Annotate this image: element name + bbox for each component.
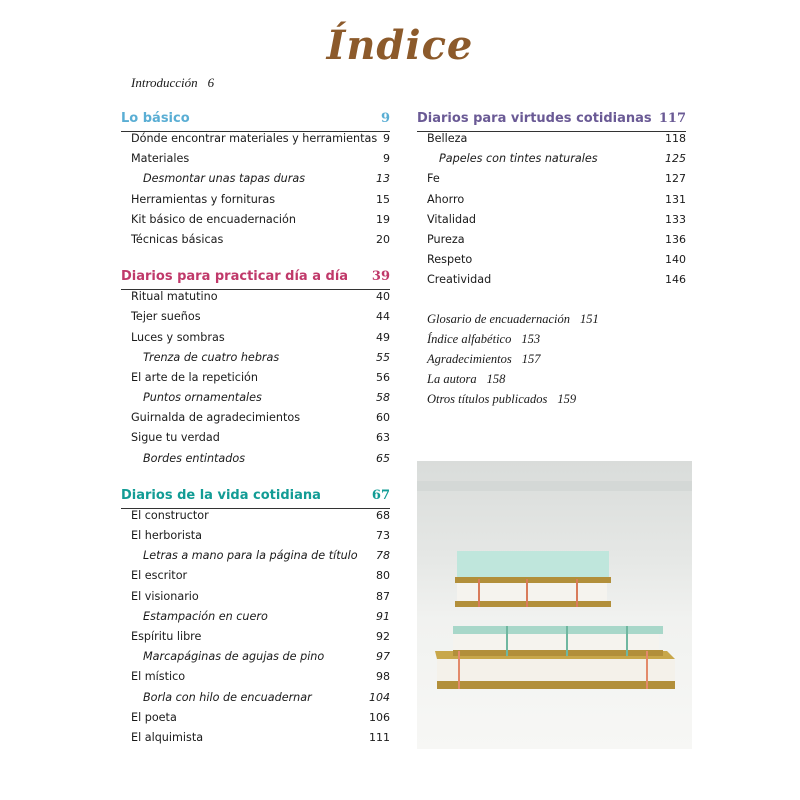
toc-section-diarios-de-la-vida-cotidiana: [121, 488, 390, 751]
journals-photo: [417, 461, 692, 749]
toc-entry-materiales[interactable]: [121, 152, 390, 172]
entry-label: Guirnalda de agradecimientos: [131, 411, 301, 425]
entry-page: 80: [376, 569, 390, 583]
section-title: Lo básico: [121, 111, 190, 126]
toc-entry-el-mistico[interactable]: [121, 670, 390, 690]
toc-entry-luces-y-sombras[interactable]: [121, 331, 390, 351]
entry-label: Ahorro: [427, 192, 465, 206]
section-title: Diarios de la vida cotidiana: [121, 487, 321, 503]
entry-page: 15: [376, 192, 390, 206]
entry-page: 56: [376, 370, 390, 384]
toc-entry-ahorro[interactable]: [417, 193, 686, 213]
section-title: Diarios para virtudes cotidianas: [417, 111, 652, 126]
entry-page: 140: [665, 253, 686, 267]
entry-label: Luces y sombras: [131, 330, 225, 344]
toc-entry-papeles-con-tintes-naturales[interactable]: [417, 152, 686, 172]
toc-entry-belleza[interactable]: [417, 132, 686, 152]
entry-page: 97: [376, 650, 390, 664]
toc-entry-tecnicas-basicas[interactable]: [121, 233, 390, 253]
section-page: 39: [371, 269, 390, 285]
entry-label: Borla con hilo de encuadernar: [143, 690, 312, 704]
toc-entry-vitalidad[interactable]: [417, 213, 686, 233]
section-page: 117: [658, 111, 686, 126]
toc-entry-creatividad[interactable]: [417, 273, 686, 293]
toc-entry-respeto[interactable]: [417, 253, 686, 273]
entry-page: 19: [376, 212, 390, 226]
toc-entry-kit-basico-de-encuadernacion[interactable]: [121, 213, 390, 233]
entry-label: Pureza: [427, 232, 465, 246]
entry-page: 9: [383, 132, 390, 145]
toc-entry-el-visionario[interactable]: [121, 590, 390, 610]
entry-label: El escritor: [131, 569, 188, 583]
toc-entry-desmontar-unas-tapas-duras[interactable]: [121, 172, 390, 192]
entry-page: 65: [376, 451, 390, 465]
entry-page: 20: [376, 232, 390, 246]
toc-entry-letras-a-mano-para-la-pagina-de-titulo[interactable]: [121, 549, 390, 569]
toc-section-virtudes: [417, 111, 686, 294]
entry-label: Herramientas y fornituras: [131, 192, 276, 206]
entry-page: 68: [376, 508, 390, 522]
entry-page: 159: [557, 392, 577, 407]
entry-page: 158: [486, 372, 506, 387]
entry-page: 136: [665, 232, 686, 246]
intro-entry[interactable]: [131, 75, 214, 91]
toc-entry-trenza-de-cuatro-hebras[interactable]: [121, 351, 390, 371]
entry-page: 91: [376, 609, 390, 623]
section-heading[interactable]: [121, 488, 390, 509]
toc-entry-donde-encontrar-materiales-y-herramientas[interactable]: [121, 132, 390, 152]
section-page: 67: [371, 487, 390, 503]
entry-page: 49: [376, 330, 390, 344]
entry-page: 73: [376, 529, 390, 542]
entry-label: Puntos ornamentales: [143, 391, 262, 405]
entry-label: Glosario de encuadernación: [427, 311, 571, 326]
entry-label: El herborista: [131, 529, 203, 542]
toc-entry-bordes-entintados[interactable]: [121, 452, 390, 472]
entry-label: El místico: [131, 670, 186, 684]
toc-entry-pureza[interactable]: [417, 233, 686, 253]
toc-entry-espiritu-libre[interactable]: [121, 630, 390, 650]
entry-page: 146: [665, 273, 686, 287]
entry-page: 58: [376, 391, 390, 405]
toc-entry-marcapaginas-de-agujas-de-pino[interactable]: [121, 650, 390, 670]
toc-entry-puntos-ornamentales[interactable]: [121, 391, 390, 411]
entry-label: El poeta: [131, 710, 177, 724]
toc-entry-el-poeta[interactable]: [121, 711, 390, 731]
entry-label: Otros títulos publicados: [427, 392, 548, 407]
toc-section-diarios-para-practicar-dia-a-dia: [121, 269, 390, 472]
entry-label: Sigue tu verdad: [131, 431, 220, 445]
entry-page: 131: [665, 192, 686, 206]
entry-label: Kit básico de encuadernación: [131, 212, 296, 226]
toc-entry-fe[interactable]: [417, 172, 686, 192]
toc-entry-ritual-matutino[interactable]: [121, 290, 390, 310]
toc-entry-agradecimientos[interactable]: [417, 352, 686, 372]
entry-label: Respeto: [427, 253, 473, 267]
entry-label: Papeles con tintes naturales: [439, 152, 598, 166]
toc-entry-el-alquimista[interactable]: [121, 731, 390, 751]
intro-page: 6: [207, 75, 215, 90]
toc-left-column: [121, 111, 390, 767]
entry-page: 87: [376, 589, 390, 603]
entry-page: 127: [665, 172, 686, 186]
entry-label: Tejer sueños: [131, 310, 201, 324]
page-title: Índice: [326, 22, 474, 69]
entry-label: Desmontar unas tapas duras: [143, 172, 306, 186]
entry-page: 44: [376, 310, 390, 324]
entry-label: Letras a mano para la página de título: [143, 549, 358, 563]
entry-label: Bordes entintados: [143, 451, 246, 465]
entry-label: La autora: [427, 372, 477, 387]
toc-entry-sigue-tu-verdad[interactable]: [121, 431, 390, 451]
entry-label: El alquimista: [131, 730, 204, 744]
entry-page: 151: [580, 311, 599, 326]
entry-label: Agradecimientos: [427, 351, 512, 366]
entry-label: El visionario: [131, 589, 199, 603]
section-page: 9: [380, 111, 390, 126]
intro-label: Introducción: [131, 75, 198, 90]
entry-page: 55: [376, 350, 390, 364]
toc-back-matter: [417, 312, 686, 413]
toc-entry-el-escritor[interactable]: [121, 569, 390, 589]
toc-right-column: [417, 111, 686, 412]
entry-label: El constructor: [131, 508, 209, 522]
entry-page: 40: [376, 290, 390, 304]
entry-label: Creatividad: [427, 273, 492, 287]
entry-label: Materiales: [131, 152, 190, 166]
entry-page: 157: [521, 351, 541, 366]
entry-page: 60: [376, 411, 390, 425]
entry-label: Espíritu libre: [131, 629, 202, 643]
entry-page: 133: [665, 212, 686, 226]
entry-page: 63: [376, 431, 390, 445]
toc-entry-herramientas-y-fornituras[interactable]: [121, 193, 390, 213]
toc-section-lo-basico: [121, 111, 390, 253]
toc-entry-indice-alfabetico[interactable]: [417, 332, 686, 352]
entry-page: 98: [376, 670, 390, 684]
entry-label: Índice alfabético: [427, 331, 512, 346]
section-heading[interactable]: [417, 111, 686, 132]
entry-page: 153: [521, 331, 541, 346]
entry-label: Marcapáginas de agujas de pino: [143, 650, 325, 664]
entry-page: 13: [376, 172, 390, 186]
toc-entry-tejer-suenos[interactable]: [121, 310, 390, 330]
toc-entry-estampacion-en-cuero[interactable]: [121, 610, 390, 630]
stacked-journals-illustration: [417, 461, 692, 749]
entry-page: 9: [383, 152, 390, 166]
entry-label: Estampación en cuero: [143, 609, 268, 623]
entry-label: Fe: [427, 172, 440, 186]
entry-label: Dónde encontrar materiales y herramientas: [131, 132, 378, 145]
entry-page: 111: [369, 730, 390, 744]
entry-page: 92: [376, 629, 390, 643]
entry-label: Técnicas básicas: [131, 232, 224, 246]
section-title: Diarios para practicar día a día: [121, 269, 349, 285]
entry-label: El arte de la repetición: [131, 370, 258, 384]
entry-page: 104: [369, 690, 390, 704]
section-heading[interactable]: [121, 111, 390, 132]
toc-entry-glosario-de-encuadernacion[interactable]: [417, 312, 686, 332]
entry-page: 125: [665, 152, 686, 166]
entry-page: 118: [665, 132, 686, 145]
toc-entry-el-herborista[interactable]: [121, 529, 390, 549]
toc-entry-el-arte-de-la-repeticion[interactable]: [121, 371, 390, 391]
entry-label: Belleza: [427, 132, 468, 145]
toc-entry-el-constructor[interactable]: [121, 509, 390, 529]
entry-label: Vitalidad: [427, 212, 477, 226]
entry-label: Trenza de cuatro hebras: [143, 350, 280, 364]
toc-entry-borla-con-hilo-de-encuadernar[interactable]: [121, 691, 390, 711]
toc-entry-guirnalda-de-agradecimientos[interactable]: [121, 411, 390, 431]
entry-label: Ritual matutino: [131, 290, 218, 304]
toc-entry-otros-titulos-publicados[interactable]: [417, 392, 686, 412]
entry-page: 78: [376, 549, 390, 563]
toc-entry-la-autora[interactable]: [417, 372, 686, 392]
section-heading[interactable]: [121, 269, 390, 290]
entry-page: 106: [369, 710, 390, 724]
